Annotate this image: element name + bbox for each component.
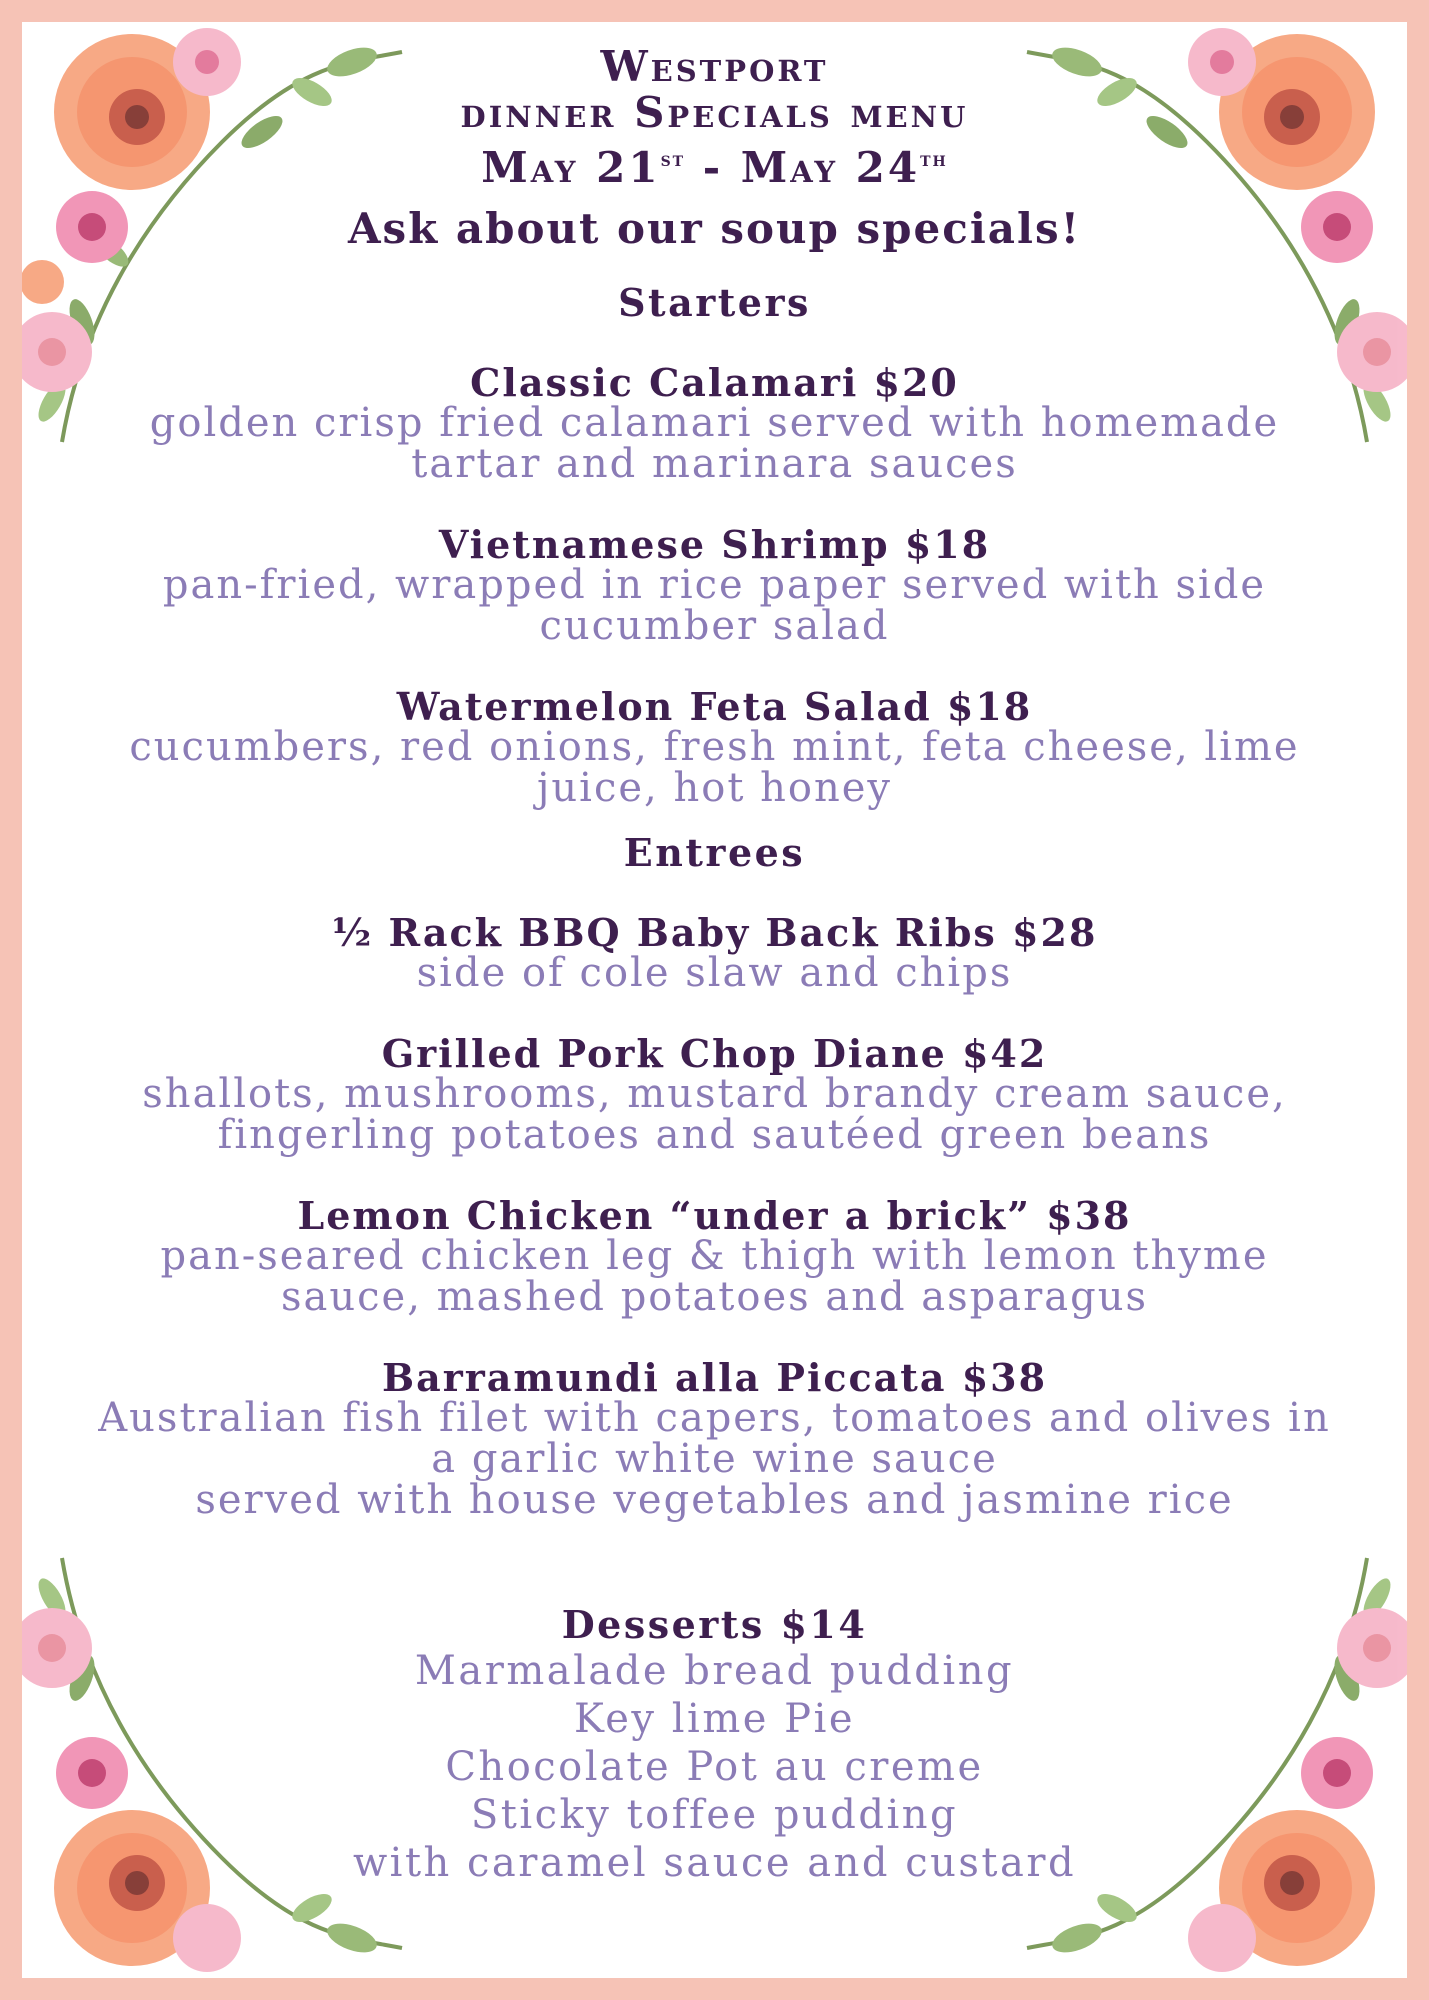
dish-desc: side of cole slaw and chips bbox=[416, 950, 1013, 996]
dessert-item: Marmalade bread pudding bbox=[414, 1648, 1015, 1694]
dessert-item: with caramel sauce and custard bbox=[352, 1840, 1077, 1886]
dish-desc: tartar and marinara sauces bbox=[411, 441, 1018, 487]
dish-desc: sauce, mashed potatoes and asparagus bbox=[281, 1274, 1148, 1320]
dish-name: Grilled Pork Chop Diane $42 bbox=[381, 1031, 1048, 1076]
dish-desc: a garlic white wine sauce bbox=[431, 1436, 998, 1482]
dish-desc: cucumbers, red onions, fresh mint, feta cheese, lime bbox=[129, 724, 1300, 770]
dish-desc: fingerling potatoes and sautéed green beans bbox=[217, 1112, 1212, 1158]
menu-page bbox=[22, 22, 1407, 1978]
section-entrees: Entrees bbox=[623, 830, 806, 875]
section-desserts: Desserts $14 bbox=[561, 1602, 868, 1647]
dish-desc: Australian fish filet with capers, tomatoes and olives in bbox=[98, 1395, 1331, 1441]
dish-desc: pan-fried, wrapped in rice paper served with side bbox=[162, 562, 1267, 608]
dish-desc: cucumber salad bbox=[539, 603, 890, 649]
menu-title: dinner Specials menu bbox=[460, 88, 969, 137]
dish-name: ½ Rack BBQ Baby Back Ribs $28 bbox=[331, 910, 1098, 955]
dessert-item: Sticky toffee pudding bbox=[470, 1792, 959, 1838]
restaurant-name: Westport bbox=[600, 42, 829, 91]
soup-note: Ask about our soup specials! bbox=[347, 204, 1082, 253]
dish-name: Lemon Chicken “under a brick” $38 bbox=[297, 1193, 1132, 1238]
dish-desc: served with house vegetables and jasmine rice bbox=[195, 1477, 1234, 1523]
menu-dates: May 21st - May 24th bbox=[481, 143, 948, 192]
dish-desc: golden crisp fried calamari served with homemade bbox=[149, 400, 1280, 446]
dish-name: Classic Calamari $20 bbox=[470, 360, 959, 405]
dish-desc: pan-seared chicken leg & thigh with lemon thyme bbox=[160, 1233, 1269, 1279]
dessert-item: Chocolate Pot au creme bbox=[445, 1744, 984, 1790]
dish-desc: juice, hot honey bbox=[537, 765, 892, 811]
section-starters: Starters bbox=[618, 280, 811, 325]
dish-name: Watermelon Feta Salad $18 bbox=[396, 684, 1033, 729]
dish-name: Barramundi alla Piccata $38 bbox=[381, 1355, 1048, 1400]
menu-content bbox=[22, 22, 1407, 1887]
dessert-item: Key lime Pie bbox=[573, 1696, 856, 1742]
dish-desc: shallots, mushrooms, mustard brandy cream sauce, bbox=[142, 1071, 1287, 1117]
dish-name: Vietnamese Shrimp $18 bbox=[438, 522, 991, 567]
